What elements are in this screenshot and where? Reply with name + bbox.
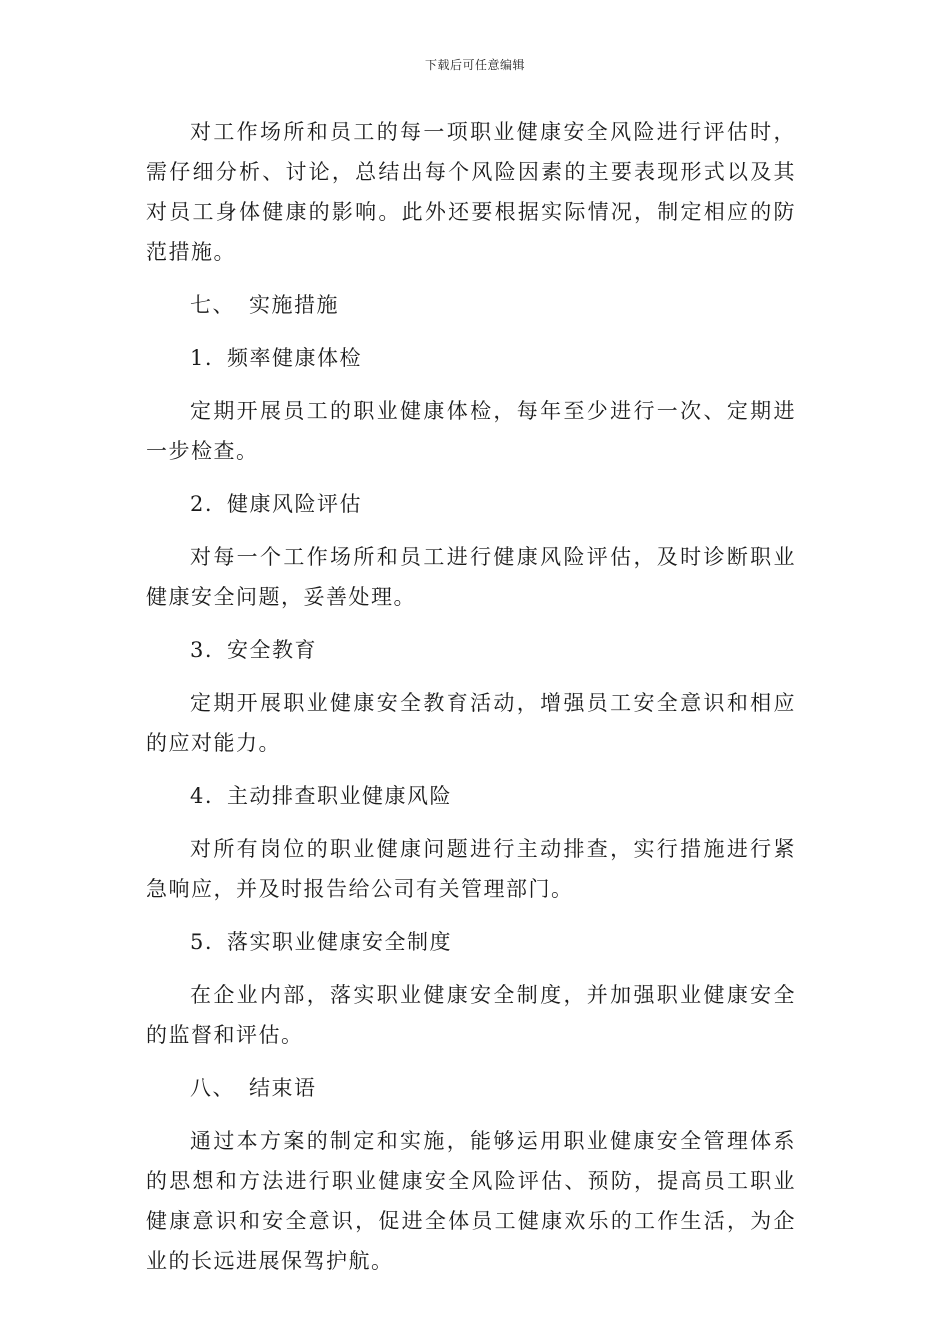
item-title: 落实职业健康安全制度 bbox=[227, 930, 453, 954]
item-title: 频率健康体检 bbox=[227, 346, 363, 370]
item-number: 1. bbox=[190, 346, 214, 370]
paragraph-item-4: 对所有岗位的职业健康问题进行主动排查，实行措施进行紧急响应，并及时报告给公司有关管理部门。 bbox=[146, 837, 796, 901]
paragraph-item-5: 在企业内部，落实职业健康安全制度，并加强职业健康安全的监督和评估。 bbox=[146, 983, 796, 1047]
paragraph-conclusion: 通过本方案的制定和实施，能够运用职业健康安全管理体系的思想和方法进行职业健康安全风险评估、预防，提高员工职业健康意识和安全意识，促进全体员工健康欢乐的工作生活，为企业的长远进展保驾护航。 bbox=[146, 1129, 796, 1273]
section-heading-implementation bbox=[146, 285, 796, 325]
section-number: 七、 bbox=[190, 293, 235, 317]
section-title: 实施措施 bbox=[249, 293, 339, 317]
document-body bbox=[146, 112, 796, 1294]
item-number: 2. bbox=[190, 492, 214, 516]
section-number: 八、 bbox=[190, 1076, 235, 1100]
item-title: 健康风险评估 bbox=[227, 492, 363, 516]
section-title: 结束语 bbox=[249, 1076, 317, 1100]
item-title: 安全教育 bbox=[227, 638, 318, 662]
paragraph-item-2: 对每一个工作场所和员工进行健康风险评估，及时诊断职业健康安全问题，妥善处理。 bbox=[146, 545, 796, 609]
item-heading-5 bbox=[146, 922, 796, 962]
item-title: 主动排查职业健康风险 bbox=[227, 784, 453, 808]
item-heading-2 bbox=[146, 484, 796, 524]
item-heading-1 bbox=[146, 338, 796, 378]
page-header: 下载后可任意编辑 bbox=[424, 58, 525, 72]
paragraph-item-3: 定期开展职业健康安全教育活动，增强员工安全意识和相应的应对能力。 bbox=[146, 691, 796, 755]
item-heading-3 bbox=[146, 630, 796, 670]
section-heading-conclusion bbox=[146, 1068, 796, 1108]
paragraph-risk-assessment: 对工作场所和员工的每一项职业健康安全风险进行评估时，需仔细分析、讨论，总结出每个风险因素的主要表现形式以及其对员工身体健康的影响。此外还要根据实际情况，制定相应的防范措施。 bbox=[146, 120, 796, 264]
item-number: 3. bbox=[190, 638, 214, 662]
paragraph-item-1: 定期开展员工的职业健康体检，每年至少进行一次、定期进一步检查。 bbox=[146, 399, 796, 463]
item-number: 5. bbox=[190, 930, 214, 954]
item-number: 4. bbox=[190, 784, 214, 808]
item-heading-4 bbox=[146, 776, 796, 816]
